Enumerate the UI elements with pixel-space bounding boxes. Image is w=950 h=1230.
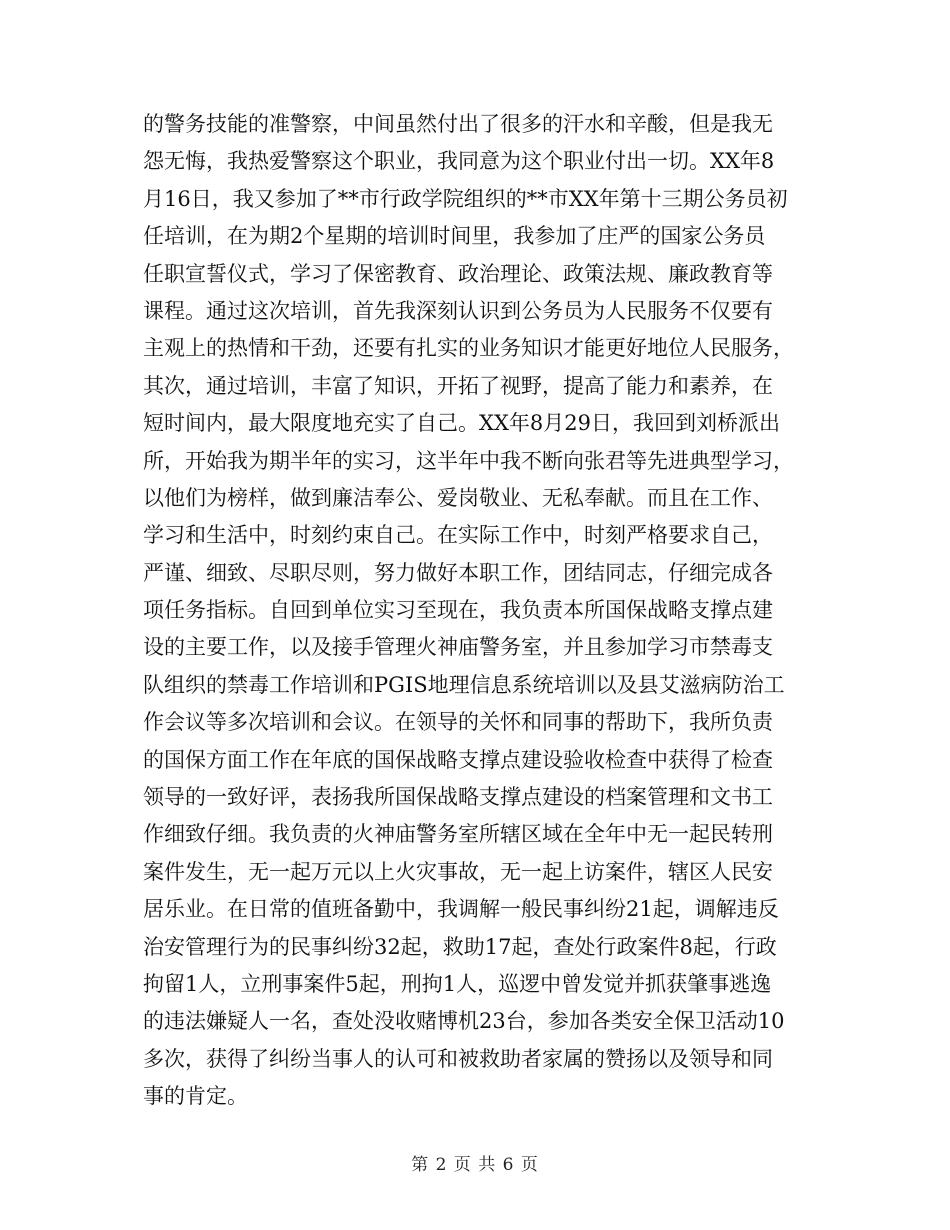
- text-line: 任培训，在为期2个星期的培训时间里，我参加了庄严的国家公务员: [143, 224, 766, 249]
- text-line: 作会议等多次培训和会议。在领导的关怀和同事的帮助下，我所负责: [143, 710, 773, 735]
- text-line: 其次，通过培训，丰富了知识，开拓了视野，提高了能力和素养，在: [143, 373, 773, 398]
- text-line: 多次，获得了纠纷当事人的认可和被救助者家属的赞扬以及领导和同: [143, 1046, 773, 1071]
- text-line: 以他们为榜样，做到廉洁奉公、爱岗敬业、无私奉献。而且在工作、: [143, 485, 773, 510]
- text-line: 主观上的热情和干劲，还要有扎实的业务知识才能更好地位人民服务，: [143, 336, 794, 361]
- page-footer: 第 2 页 共 6 页: [411, 1155, 539, 1175]
- text-line: 怨无悔，我热爱警察这个职业，我同意为这个职业付出一切。XX年8: [143, 149, 775, 174]
- text-line: 课程。通过这次培训，首先我深刻认识到公务员为人民服务不仅要有: [143, 298, 773, 323]
- text-line: 严谨、细致、尽职尽则，努力做好本职工作，团结同志，仔细完成各: [143, 560, 773, 585]
- text-line: 设的主要工作，以及接手管理火神庙警务室，并且参加学习市禁毒支: [143, 635, 773, 660]
- text-line: 案件发生，无一起万元以上火灾事故，无一起上访案件，辖区人民安: [143, 859, 773, 884]
- text-line: 项任务指标。自回到单位实习至现在，我负责本所国保战略支撑点建: [143, 598, 773, 623]
- text-line: 拘留1人，立刑事案件5起，刑拘1人，巡逻中曾发觉并抓获肇事逃逸: [143, 971, 772, 996]
- text-line: 作细致仔细。我负责的火神庙警务室所辖区域在全年中无一起民转刑: [143, 822, 773, 847]
- text-line: 的警务技能的准警察，中间虽然付出了很多的汗水和辛酸，但是我无: [143, 112, 773, 136]
- text-line: 所，开始我为期半年的实习，这半年中我不断向张君等先进典型学习，: [143, 448, 794, 473]
- text-line: 任职宣誓仪式，学习了保密教育、政治理论、政策法规、廉政教育等: [143, 261, 773, 286]
- text-line: 事的肯定。: [143, 1084, 248, 1109]
- text-line: 治安管理行为的民事纠纷32起，救助17起，查处行政案件8起，行政: [143, 934, 777, 959]
- text-line: 的国保方面工作在年底的国保战略支撑点建设验收检查中获得了检查: [143, 747, 773, 772]
- text-line: 学习和生活中，时刻约束自己。在实际工作中，时刻严格要求自己，: [143, 523, 773, 548]
- body-paragraph: [143, 106, 813, 1116]
- text-line: 短时间内，最大限度地充实了自己。XX年8月29日，我回到刘桥派出: [143, 411, 780, 436]
- text-line: 的违法嫌疑人一名，查处没收赌博机23台，参加各类安全保卫活动10: [143, 1009, 785, 1034]
- text-line: 居乐业。在日常的值班备勤中，我调解一般民事纠纷21起，调解违反: [143, 897, 779, 922]
- text-line: 队组织的禁毒工作培训和PGIS地理信息系统培训以及县艾滋病防治工: [143, 672, 785, 697]
- text-line: 月16日，我又参加了**市行政学院组织的**市XX年第十三期公务员初: [143, 186, 788, 211]
- text-line: 领导的一致好评，表扬我所国保战略支撑点建设的档案管理和文书工: [143, 785, 773, 810]
